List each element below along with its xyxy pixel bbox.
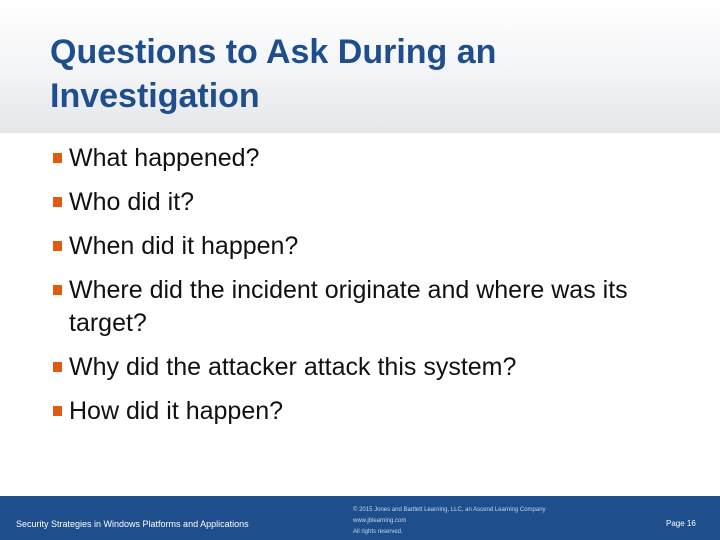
footer-course-title: Security Strategies in Windows Platforms and Applications (16, 519, 249, 529)
bullet-text: What happened? (69, 144, 260, 172)
bullet-text: Why did the attacker attack this system? (69, 353, 517, 381)
bullet-item (50, 395, 700, 428)
square-bullet-icon (53, 241, 62, 251)
bullet-item (50, 230, 700, 263)
page-number: Page 16 (666, 519, 696, 528)
bullet-text: How did it happen? (69, 397, 284, 425)
copyright-line: © 2015 Jones and Bartlett Learning, LLC, an Ascend Learning Company (353, 507, 546, 513)
square-bullet-icon (53, 285, 62, 295)
slide-title: Questions to Ask During an Investigation (50, 33, 497, 115)
copyright-line: All rights reserved. (353, 529, 403, 535)
bullet-list (50, 142, 700, 439)
square-bullet-icon (53, 153, 62, 163)
bullet-item (50, 186, 700, 219)
bullet-text: Who did it? (69, 188, 195, 216)
bullet-item (50, 274, 700, 340)
bullet-item (50, 142, 700, 175)
square-bullet-icon (53, 406, 62, 416)
square-bullet-icon (53, 197, 62, 207)
square-bullet-icon (53, 362, 62, 372)
copyright-line: www.jblearning.com (353, 518, 407, 524)
footer-copyright (353, 505, 546, 538)
bullet-text: Where did the incident originate and where was its target? (69, 276, 628, 337)
bullet-text: When did it happen? (69, 232, 299, 260)
bullet-item (50, 351, 700, 384)
